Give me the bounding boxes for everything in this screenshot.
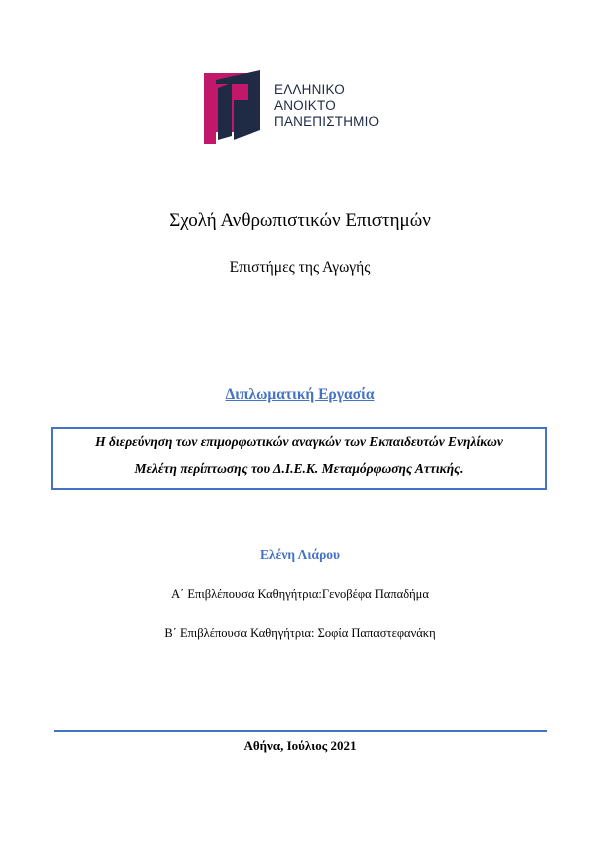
university-logo [204,70,394,144]
logo-line-3: ΠΑΝΕΠΙΣΤΗΜΙΟ [274,114,380,129]
logo-wordmark [274,82,379,130]
thesis-type-heading: Διπλωματική Εργασία [225,386,375,403]
divider-line [54,730,547,732]
department-name: Επιστήμες της Αγωγής [229,259,371,276]
place-date: Αθήνα, Ιούλιος 2021 [243,738,357,753]
thesis-title-line-1: Η διερεύνηση των επιμορφωτικών αναγκών των Εκπαιδευτών Ενηλίκων [95,434,503,449]
second-supervisor: Β΄ Επιβλέπουσα Καθηγήτρια: Σοφία Παπαστεφανάκη [164,626,436,640]
thesis-title-box [51,427,547,490]
logo-book-icon [204,70,268,144]
first-supervisor: Α΄ Επιβλέπουσα Καθηγήτρια:Γενοβέφα Παπαδήμα [171,587,429,601]
thesis-title-line-2: Μελέτη περίπτωσης του Δ.Ι.Ε.Κ. Μεταμόρφωσης Αττικής. [134,461,464,476]
logo-line-2: ΑΝΟΙΚΤΟ [274,98,336,113]
logo-line-1: ΕΛΛΗΝΙΚΟ [274,82,345,97]
author-name: Ελένη Λιάρου [259,547,341,562]
school-name: Σχολή Ανθρωπιστικών Επιστημών [169,210,431,231]
